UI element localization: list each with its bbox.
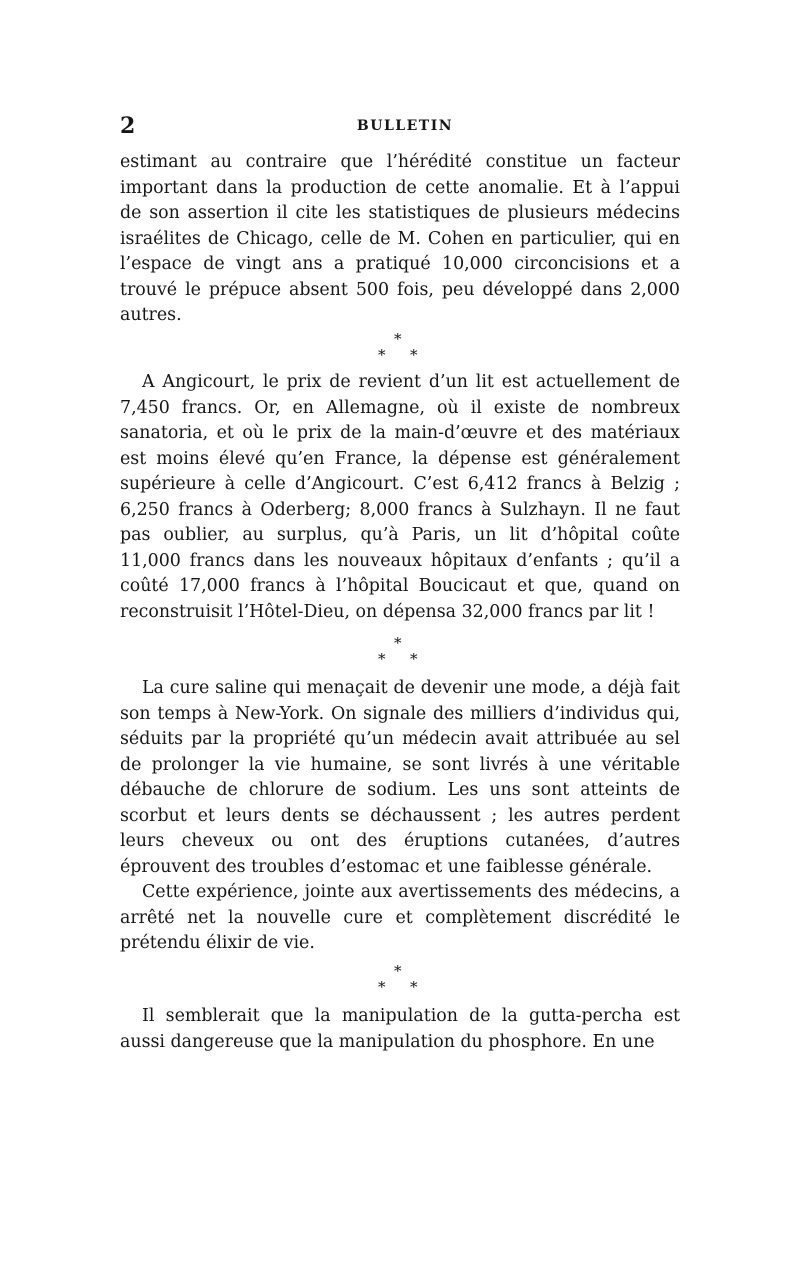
asterism-star: * [394, 330, 402, 348]
section-1 [120, 150, 680, 329]
asterism-star: * [410, 346, 418, 364]
section-4 [120, 1004, 680, 1055]
asterism-divider [120, 332, 680, 372]
asterism-star: * [378, 346, 386, 364]
asterism-star: * [378, 978, 386, 996]
section-2 [120, 370, 680, 625]
page-header [120, 112, 680, 144]
paragraph: estimant au contraire que l’hérédité constitue un facteur important dans la production de cette anomalie. Et à l’appui de son assertion il cite les statistiques de plusieurs médecins israélites de Chicago, celle de M. Cohen en particulier, qui en l’espace de vingt ans a pratiqué 10,000 circoncisions et a trouvé le prépuce absent 500 fois, peu développé dans 2,000 autres. [120, 152, 680, 325]
asterism-star: * [394, 962, 402, 980]
asterism-star: * [394, 634, 402, 652]
paragraph: Cette expérience, jointe aux avertissements des médecins, a arrêté net la nouvelle cure et complètement discrédité le prétendu élixir de vie. [120, 882, 680, 953]
asterism-divider [120, 636, 680, 676]
page-number: 2 [120, 113, 136, 139]
paragraph: A Angicourt, le prix de revient d’un lit est actuellement de 7,450 francs. Or, en Allemagne, où il existe de nombreux sanatoria, et où le prix de la main-d’œuvre et des matériaux est moins élevé qu’en France, la dépense est généralement supérieure à celle d’Angicourt. C’est 6,412 francs à Belzig ; 6,250 francs à Oderberg; 8,000 francs à Sulzhayn. Il ne faut pas oublier, au surplus, qu’à Paris, un lit d’hôpital coûte 11,000 francs dans les nouveaux hôpitaux d’enfants ; qu’il a coûté 17,000 francs à l’hôpital Boucicaut et que, quand on reconstruisit l’Hôtel-Dieu, on dépensa 32,000 francs par lit ! [120, 372, 680, 622]
asterism-divider [120, 964, 680, 1004]
section-3 [120, 676, 680, 957]
asterism-star: * [410, 650, 418, 668]
paragraph: La cure saline qui menaçait de devenir une mode, a déjà fait son temps à New-York. On signale des milliers d’individus qui, séduits par la propriété qu’un médecin avait attribuée au sel de prolonger la vie humaine, se sont livrés à une véritable débauche de chlorure de sodium. Les uns sont atteints de scorbut et leurs dents se déchaussent ; les autres perdent leurs cheveux ou ont des éruptions cutanées, d’autres éprouvent des troubles d’estomac et une faiblesse générale. [120, 678, 680, 877]
asterism-star: * [378, 650, 386, 668]
asterism-star: * [410, 978, 418, 996]
paragraph: Il semblerait que la manipulation de la gutta-percha est aussi dangereuse que la manipulation du phosphore. En une [120, 1006, 680, 1052]
running-head: BULLETIN [356, 118, 454, 134]
